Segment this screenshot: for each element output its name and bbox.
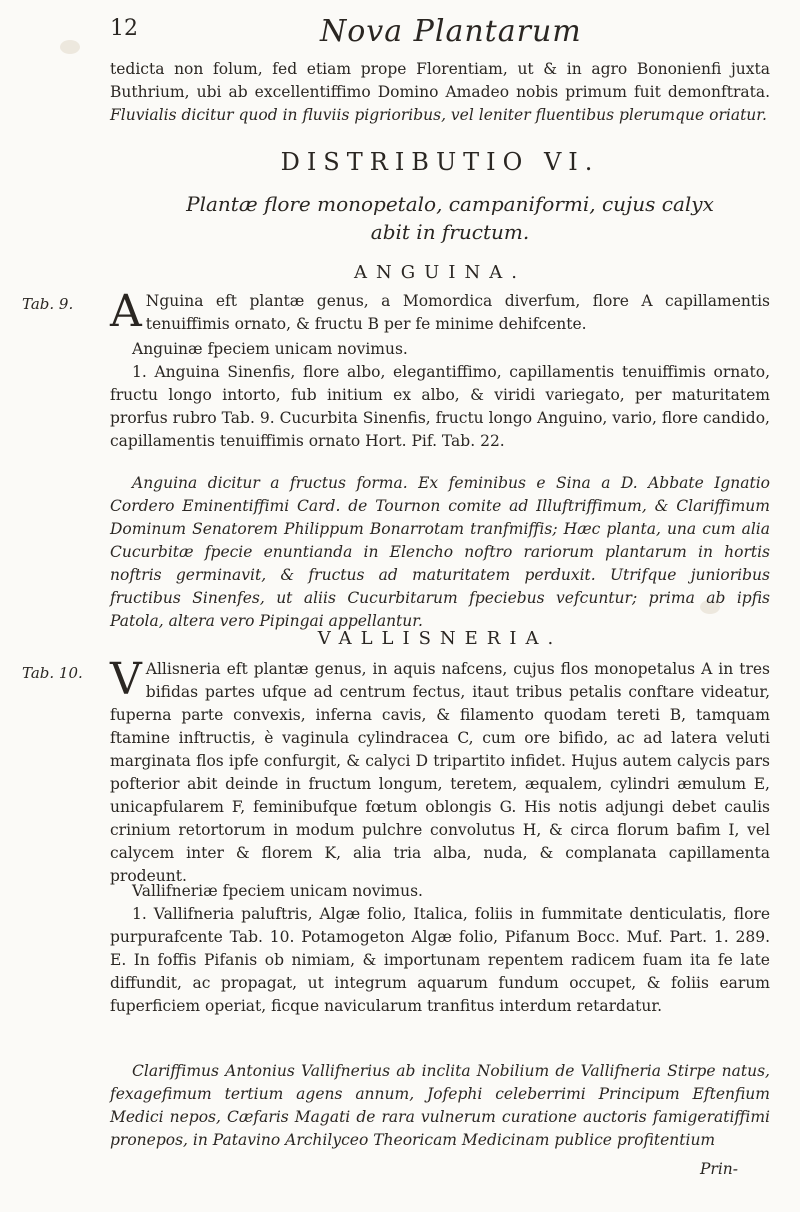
section-title: DISTRIBUTIO VI.: [280, 148, 600, 176]
continuation-italic: Fluvialis dicitur quod in fluviis pigrioribus, vel leniter fluentibus plerumque oriatur.: [110, 106, 767, 124]
vallisneria-commentary-text: Clariffimus Antonius Vallifnerius ab inclita Nobilium de Vallifneria Stirpe natus, fexagefimum tertium agens annum, Jofephi celeberrimi Principum Eftenfium Medici nepos, Cæfaris Magati de rara vulnerum curatione auctoris famigeratiffimi pronepos, in Patavino Archilyceo Theoricam Medicinam publice profitentium: [110, 1062, 770, 1149]
vallisneria-species-intro: Vallifneriæ fpeciem unicam novimus.: [132, 882, 423, 900]
genus-name-vallisneria: VALLISNERIA.: [317, 628, 563, 649]
anguina-species: [110, 338, 770, 453]
catchword: Prin-: [700, 1160, 739, 1178]
anguina-species-intro: Anguinæ fpeciem unicam novimus.: [132, 340, 408, 358]
vallisneria-description-text: Allisneria eft plantæ genus, in aquis nafcens, cujus flos monopetalus A in tres bifidas partes ufque ad centrum fectus, itaut tribus petalis conftare videatur, fuperna parte convexis, inferna cavis, & filamento quodam tereti B, tamquam ftamine inftructis, è vaginula cylindracea C, cum ore bifido, ac ad latera veluti marginata flos ipfe confurgit, & calyci D tripartito infidet. Hujus autem calycis pars pofterior abit deinde in fructum longum, teretem, æqualem, cylindri æmulum E, unicapfularem F, feminibufque fœtum oblongis G. His notis adjungi debet caulis crinium retortorum in modum pulchre convolutus H, & circa florum bafim I, vel calycem inter & florem K, alia tria alba, nuda, & complanata capillamenta prodeunt.: [110, 660, 770, 885]
page-header: [100, 14, 780, 54]
dropcap-v: V: [110, 654, 142, 705]
vallisneria-commentary: [110, 1060, 770, 1152]
anguina-species-text: 1. Anguina Sinenfis, flore albo, elegantiffimo, capillamentis tenuiffimis ornato, fructu longo intorto, fub initium ex albo, & viridi variegato, per maturitatem prorfus rubro Tab. 9. Cucurbita Sinenfis, fructu longo Anguino, vario, flore candido, capillamentis tenuiffimis ornato Hort. Pif. Tab. 22.: [110, 363, 770, 450]
plate-reference-vallisneria: Tab. 10.: [22, 664, 83, 682]
class-title-line-2: abit in fructum.: [370, 220, 530, 244]
page-number: 12: [110, 16, 138, 41]
genus-name-anguina: ANGUINA.: [354, 262, 526, 283]
anguina-description: [110, 286, 770, 337]
anguina-description-text: Nguina eft plantæ genus, a Momordica diverfum, flore A capillamentis tenuiffimis ornato, & fructu B per fe minime dehifcente.: [145, 292, 770, 333]
class-title-line-1: Plantæ flore monopetalo, campaniformi, cujus calyx: [186, 192, 714, 216]
continuation-paragraph: [110, 58, 770, 127]
vallisneria-species-text: 1. Vallifneria paluftris, Algæ folio, Italica, foliis in fummitate denticulatis, flore purpurafcente Tab. 10. Potamogeton Algæ folio, Pifanum Bocc. Muf. Part. 1. 289. E. In foffis Pifanis ob nimiam, & importunam repentem radicem fuam ita fe late diffundit, ac propagat, ut integrum aquarum fundum occupet, & foliis earum fuperficiem operiat, ficque navicularum tranfitus interdum retardatur.: [110, 905, 770, 1015]
vallisneria-description: [110, 654, 770, 888]
paper-stain: [60, 40, 80, 54]
dropcap-a: A: [110, 286, 142, 337]
running-title: Nova Plantarum: [320, 14, 582, 49]
anguina-commentary: [110, 472, 770, 633]
continuation-text: tedicta non folum, fed etiam prope Florentiam, ut & in agro Bononienfi juxta Buthrium, ubi ab excellentiffimo Domino Amadeo nobis primum fuit demonftrata.: [110, 60, 770, 101]
anguina-commentary-text: Anguina dicitur a fructus forma. Ex feminibus e Sina a D. Abbate Ignatio Cordero Eminentiffimi Card. de Tournon comite ad Illuftriffimum, & Clariffimum Dominum Senatorem Philippum Bonarrotam tranfmiffis; Hæc planta, una cum alia Cucurbitæ fpecie enuntianda in Elencho noftro rariorum plantarum in hortis noftris germinavit, & fructus ad maturitatem perduxit. Utrifque junioribus fructibus Sinenfes, ut aliis Cucurbitarum fpeciebus vefcuntur; prima ab ipfis Patola, altera vero Pipingai appellantur.: [110, 474, 770, 630]
plate-reference-anguina: Tab. 9.: [22, 295, 74, 313]
vallisneria-species: [110, 880, 770, 1018]
